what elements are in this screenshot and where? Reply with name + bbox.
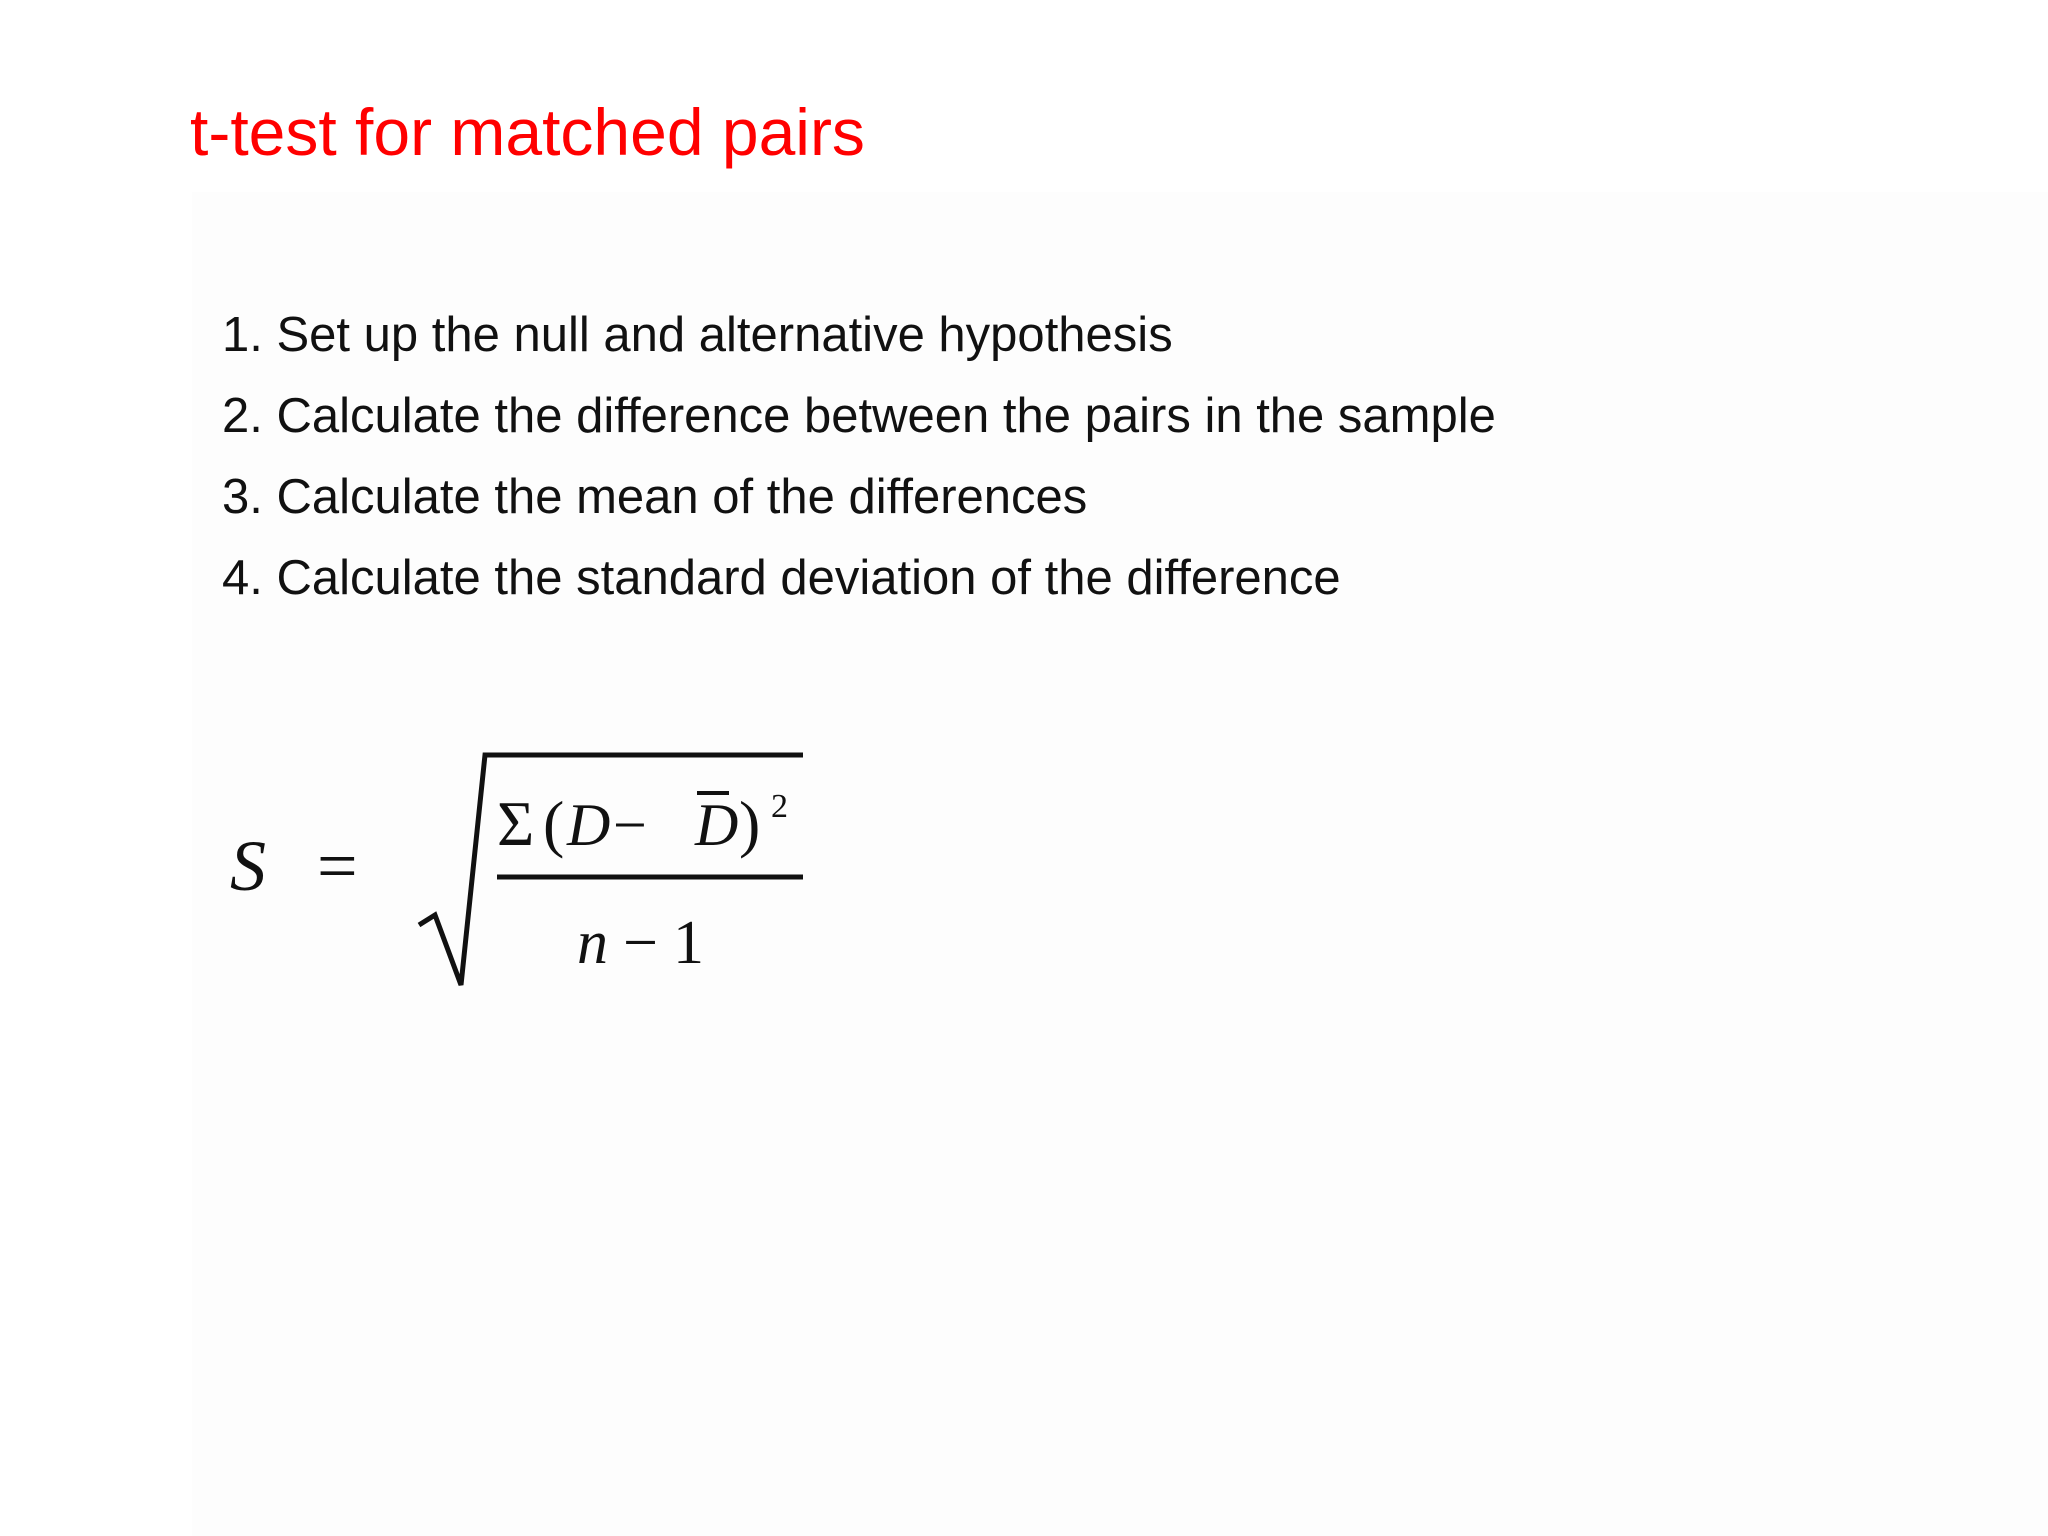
step-item: 1. Set up the null and alternative hypothesis (222, 308, 1173, 362)
standard-deviation-formula (225, 745, 825, 995)
step-item: 4. Calculate the standard deviation of the difference (222, 551, 1341, 605)
numerator-open-paren: ( (543, 788, 565, 859)
step-item: 2. Calculate the difference between the pairs in the sample (222, 389, 1496, 443)
numerator-minus: − (613, 792, 647, 858)
numerator-exponent: 2 (771, 788, 788, 825)
numerator-close-paren: ) (739, 788, 761, 859)
numerator-sum: Σ (497, 788, 535, 859)
slide-title: t-test for matched pairs (190, 95, 865, 169)
step-item: 3. Calculate the mean of the differences (222, 470, 1088, 524)
denominator-one: 1 (673, 909, 704, 977)
formula-lhs: S (230, 826, 266, 906)
denominator-minus: − (623, 909, 658, 977)
numerator-mean-var: D (695, 792, 739, 858)
formula-graphic (225, 745, 825, 995)
denominator-var: n (577, 909, 608, 977)
steps-list (222, 295, 1496, 619)
numerator-var: D (567, 792, 611, 858)
formula-equals: = (317, 826, 358, 906)
